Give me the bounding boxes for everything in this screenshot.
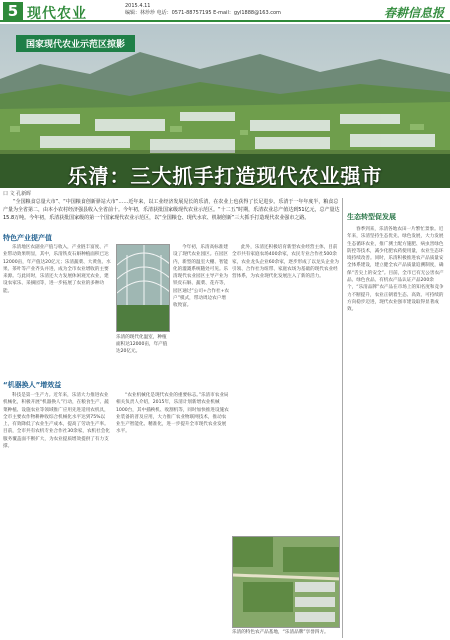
newspaper-name: 春耕信息报	[383, 6, 444, 20]
page-header	[0, 0, 450, 22]
lead-paragraph: “全国粮食总量大市”、“中国粮食创新驿站大市”……近年来，以工业经济发展见长的乐清，在农业上也获得了长足进步。乐清于一年年度半，粮食总产量为全省第二，由本小农村经济强县收入全省前十。今年初，乐清获批国家级现代农业示范区。“十二五”时期，乐清农业总产值达到51亿元，总产量达15.8万吨。今年初，乐清获批国家级的第一个国家现代农业示范区，以“全国粮仓、现代水农、机制创新”三大抓手打造现代农业强市之路。	[3, 199, 340, 221]
aerial-photo	[232, 536, 340, 628]
col2-paragraph-1: 今年初，乐清高标准建设了现代农业园区。在园区内，新型的温室大棚、智能化的灌溉系统随处可见。乐清现代农业园区主导产业为铁皮石斛、蔬菜、花卉等，园区通过“公司+合作社+农户”模式，带动周边农户增收致富。	[173, 245, 230, 309]
col1-paragraph-2: 科技是第一生产力。近年来，乐清大力推进农业机械化，积极开展“机器换人”行动，在粮食生产、蔬菜种植、设施农业等领域推广应用先进适用农机具，全市主要农作物耕种收综合机械化水平达到75%以上，有效降低了农业生产成本，提高了劳动生产率。目前，全市共有农机专业合作社30余家，农机社会化服务覆盖面不断扩大，为农业提质增效提供了有力支撑。	[3, 393, 110, 450]
col3-paragraph-1: 此外，乐清还积极培育新型农业经营主体，目前全市共有家庭农场400余家，农民专业合作社500余家，农业龙头企业60余家，逐步形成了以龙头企业为引领、合作社为纽带、家庭农场为基础的现代农业经营体系，为农业现代化发展注入了新的活力。	[232, 245, 339, 280]
issue-date: 2015.4.11	[125, 3, 151, 9]
aerial-farmland-image	[233, 537, 340, 628]
col2-paragraph-2: “农业机械化是现代农业的重要标志。”乐清市农业局相关负责人介绍，2015年，乐清计划新增农业机械1000台，其中插秧机、收割机等，同时加快推进设施农业装备的普及应用，大力推广农业物联网技术，推动农业生产智能化、精准化，进一步提升全市现代农业发展水平。	[116, 393, 229, 435]
byline: 口 文 孔新晖	[3, 191, 32, 197]
column-divider	[342, 198, 343, 638]
subheading-machine-replace: “机器换人”增效益	[3, 381, 62, 389]
greenhouse-photo	[116, 244, 170, 332]
header-meta	[125, 3, 281, 16]
greenhouse-image	[117, 245, 170, 332]
headline: 乐清：三大抓手打造现代农业强市	[67, 164, 383, 188]
sidebar-heading: 生态转型促发展	[347, 213, 396, 221]
banner-photo	[0, 24, 450, 188]
page-number: 5	[3, 2, 23, 20]
editor-contact: 编辑：林珍珍 电话：0571-88757195 E-mail：gyl1888@163.com	[125, 9, 281, 16]
subheading-special-industry: 特色产业提产值	[3, 234, 52, 242]
aerial-caption: 乐清的特色农产品基地，“乐清品牌”享誉四方。	[232, 630, 329, 635]
sidebar-paragraph: 春季到来，乐清各地农田一片繁忙景象。近年来，乐清坚持生态优先、绿色发展，大力发展生态循环农业，推广测土配方施肥、病虫害绿色防控等技术，减少化肥农药使用量，农业生态环境持续改善。同时，乐清积极推进农产品质量安全体系建设，建立健全农产品质量追溯制度，确保“舌尖上的安全”。目前，全市已有无公害农产品、绿色食品、有机农产品认证产品200余个，“乐清品牌”农产品在市场上的知名度和竞争力不断提升，农业正朝着生态、高效、可持续的方向稳步迈进，现代农业强市建设取得显著成效。	[347, 227, 444, 313]
section-title: 现代农业	[27, 6, 87, 22]
banner-tag: 国家现代农业示范区掠影	[16, 35, 135, 52]
greenhouse-caption: 乐清的现代化温室，种植面积达12000亩，年产值达20亿元。	[116, 335, 168, 354]
col1-paragraph-1: 乐清地区农副业产值与收入，产业链丰富度、产业带动效果明显，其中，乐清铁皮石斛种植面积已达12000亩，年产值达20亿元；乐清蔬菜、大黄鱼、水果、茶叶等产业齐头并进，成为全市农业增收的主要来源。与此同时，乐清还大力发展休闲观光农业，建设农家乐、采摘园等，进一步拓展了农业的多种功能。	[3, 245, 111, 294]
